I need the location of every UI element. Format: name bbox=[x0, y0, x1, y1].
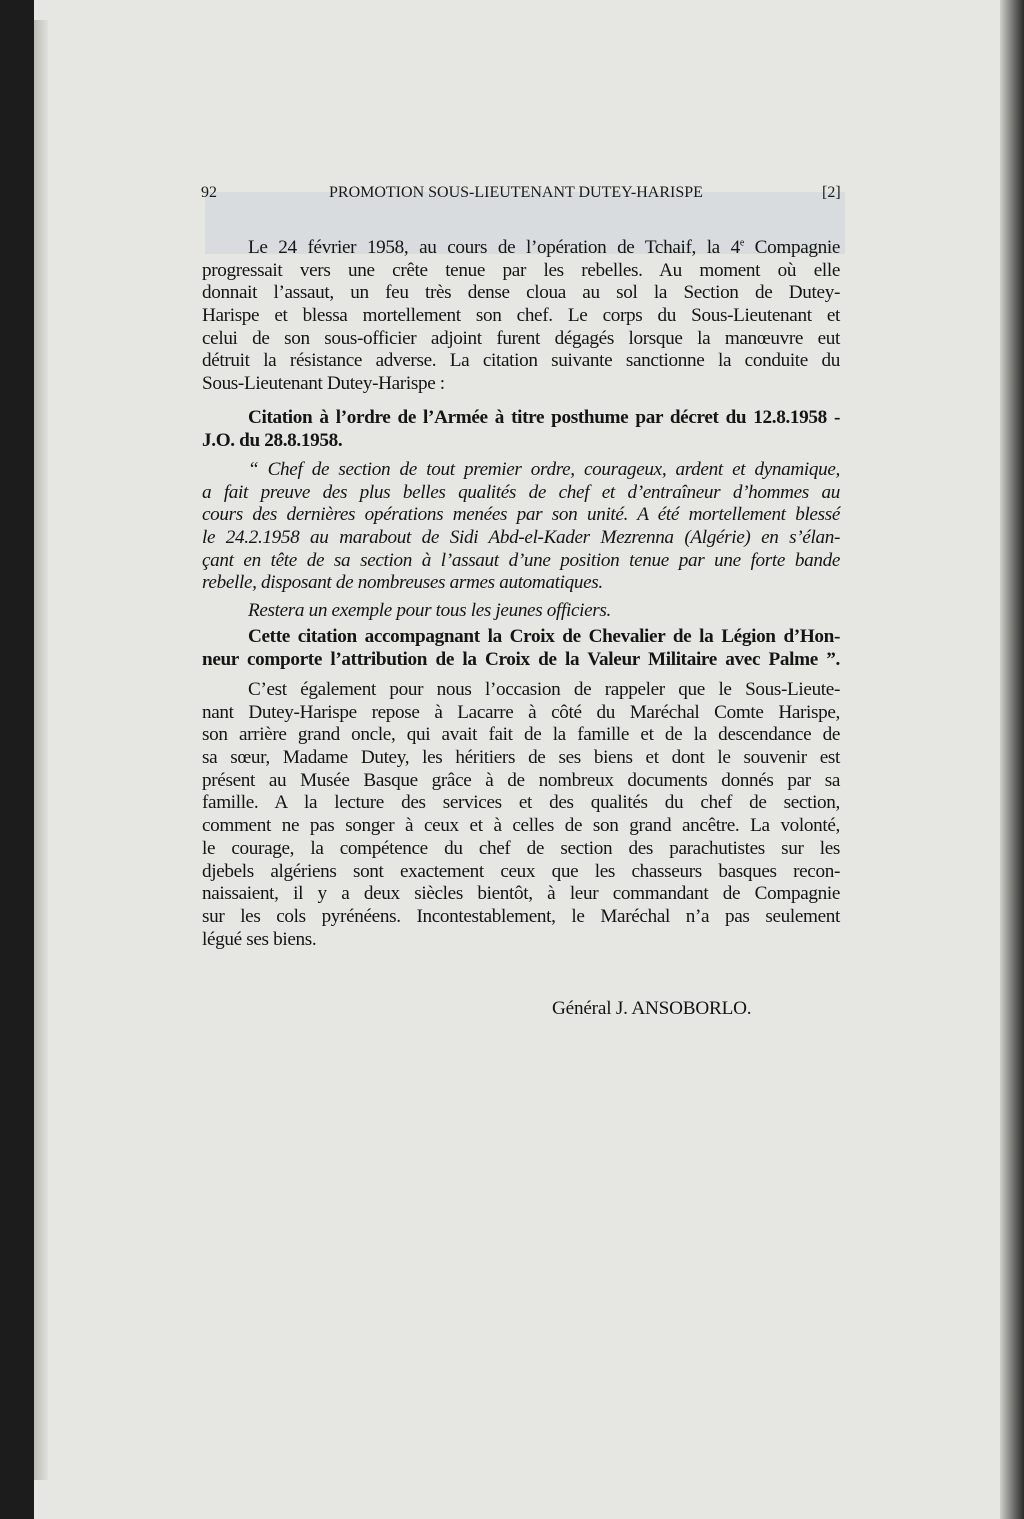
signature: Général J. ANSOBORLO. bbox=[552, 998, 752, 1019]
text-line: sa sœur, Madame Dutey, les héritiers de ses biens et dont le souvenir est bbox=[202, 747, 840, 769]
text-line: “ Chef de section de tout premier ordre, courageux, ardent et dynamique, bbox=[248, 459, 840, 480]
text-line: naissaient, il y a deux siècles bientôt, à leur commandant de Compagnie bbox=[202, 883, 840, 905]
text-line: Restera un exemple pour tous les jeunes officiers. bbox=[248, 600, 611, 621]
text-line: a fait preuve des plus belles qualités de chef et d’entraîneur d’hommes au bbox=[202, 481, 840, 503]
text-line: détruit la résistance adverse. La citation suivante sanctionne la conduite du bbox=[202, 350, 840, 372]
page-binding-edge bbox=[34, 20, 48, 1480]
section-marker: [2] bbox=[822, 184, 841, 201]
text-line: çant en tête de sa section à l’assaut d’une position tenue par une forte bande bbox=[202, 549, 840, 571]
text-line: Citation à l’ordre de l’Armée à titre posthume par décret du 12.8.1958 - bbox=[248, 407, 840, 428]
text-line: Cette citation accompagnant la Croix de Chevalier de la Légion d’Hon- bbox=[248, 626, 840, 647]
text-line: progressait vers une crête tenue par les rebelles. Au moment où elle bbox=[202, 259, 840, 281]
running-title: PROMOTION SOUS-LIEUTENANT DUTEY-HARISPE bbox=[329, 184, 703, 201]
text-line: djebels algériens sont exactement ceux que les chasseurs basques recon- bbox=[202, 860, 840, 882]
text-line: présent au Musée Basque grâce à de nombreux documents donnés par sa bbox=[202, 769, 840, 791]
text-line: nant Dutey-Harispe repose à Lacarre à côté du Maréchal Comte Harispe, bbox=[202, 701, 840, 723]
page-number: 92 bbox=[201, 184, 217, 201]
paragraph-intro bbox=[202, 237, 840, 396]
text-line: Harispe et blessa mortellement son chef. Le corps du Sous-Lieutenant et bbox=[202, 305, 840, 327]
text-line: sur les cols pyrénéens. Incontestablement, le Maréchal n’a pas seulement bbox=[202, 905, 840, 927]
text-line: son arrière grand oncle, qui avait fait de la famille et de la descendance de bbox=[202, 724, 840, 746]
text-line: C’est également pour nous l’occasion de rappeler que le Sous-Lieute- bbox=[248, 679, 840, 700]
citation-note bbox=[202, 626, 840, 671]
citation-title bbox=[202, 407, 840, 452]
text-line: neur comporte l’attribution de la Croix de la Valeur Militaire avec Palme ”. bbox=[202, 648, 840, 670]
citation-close bbox=[202, 600, 840, 623]
text-line: J.O. du 28.8.1958. bbox=[202, 429, 343, 451]
citation-text bbox=[202, 459, 840, 595]
text-line: le 24.2.1958 au marabout de Sidi Abd-el-Kader Mezrenna (Algérie) en s’élan- bbox=[202, 527, 840, 549]
paragraph-conclusion bbox=[202, 679, 840, 951]
text-line: comment ne pas songer à ceux et à celles de son grand ancêtre. La volonté, bbox=[202, 815, 840, 837]
text-line: celui de son sous-officier adjoint furent dégagés lorsque la manœuvre eut bbox=[202, 327, 840, 349]
text-line: famille. A la lecture des services et des qualités du chef de section, bbox=[202, 792, 840, 814]
text-line: rebelle, disposant de nombreuses armes automatiques. bbox=[202, 572, 603, 594]
text-line: cours des dernières opérations menées par son unité. A été mortellement blessé bbox=[202, 504, 840, 526]
text-line: le courage, la compétence du chef de section des parachutistes sur les bbox=[202, 837, 840, 859]
text-line: donnait l’assaut, un feu très dense cloua au sol la Section de Dutey- bbox=[202, 282, 840, 304]
text-line: Sous-Lieutenant Dutey-Harispe : bbox=[202, 373, 445, 395]
text-line: légué ses biens. bbox=[202, 928, 317, 950]
text-line: Le 24 février 1958, au cours de l’opération de Tchaif, la 4e Compagnie bbox=[248, 237, 840, 258]
adjacent-page-edge bbox=[1000, 0, 1024, 1519]
